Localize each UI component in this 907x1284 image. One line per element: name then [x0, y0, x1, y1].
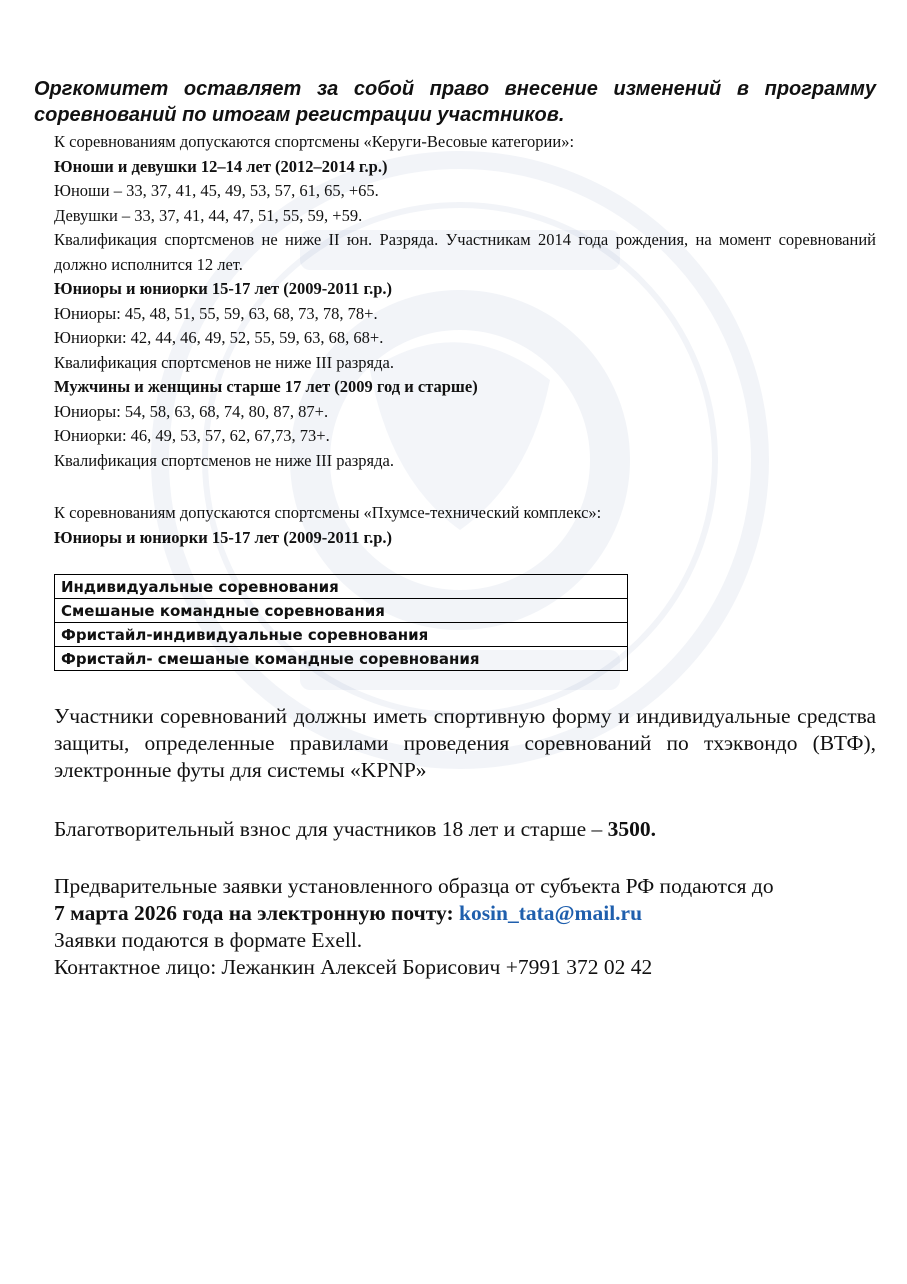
kyorugi-section	[54, 130, 876, 473]
table-row	[55, 647, 628, 671]
event-cell: Фристайл- смешаные командные соревнования	[55, 647, 628, 671]
qualification-text: Квалификация спортсменов не ниже III разряда.	[54, 352, 394, 372]
event-cell: Фристайл-индивидуальные соревнования	[55, 623, 628, 647]
kyorugi-intro: К соревнованиям допускаются спортсмены «Керуги-Весовые категории»:	[54, 132, 575, 151]
weight-categories-line: Юниорки: 42, 44, 46, 49, 52, 55, 59, 63, 68, 68+.	[54, 328, 384, 347]
qualification-text: Квалификация спортсменов не ниже II юн. Разряда. Участникам 2014 года рождения, на момент соревнований должно исполнится 12 лет.	[54, 230, 876, 274]
equipment-requirements: Участники соревнований должны иметь спортивную форму и индивидуальные средства защиты, определенные правилами проведения соревнований по тхэквондо (ВТФ), электронные футы для системы «KPNP»	[54, 704, 876, 782]
weight-categories-line: Юниорки: 46, 49, 53, 57, 62, 67,73, 73+.	[54, 426, 330, 445]
fee-amount: 3500.	[607, 817, 657, 841]
poomsae-section	[54, 501, 876, 550]
deadline-text: 7 марта 2026 года на электронную почту:	[54, 901, 454, 925]
group-title: Мужчины и женщины старше 17 лет (2009 год и старше)	[54, 377, 478, 396]
table-row	[55, 599, 628, 623]
weight-categories-line: Юниоры: 45, 48, 51, 55, 59, 63, 68, 73, 78, 78+.	[54, 303, 378, 323]
contact-person: Контактное лицо: Лежанкин Алексей Борисович +7991 372 02 42	[54, 955, 653, 979]
group-title: Юноши и девушки 12–14 лет (2012–2014 г.р.)	[54, 156, 388, 176]
event-cell: Индивидуальные соревнования	[55, 575, 628, 599]
event-cell: Смешаные командные соревнования	[55, 599, 628, 623]
format-text: Заявки подаются в формате Exell.	[54, 928, 363, 952]
group-title: Юниоры и юниорки 15-17 лет (2009-2011 г.р.)	[54, 279, 393, 298]
email-link[interactable]: kosin_tata@mail.ru	[458, 901, 643, 925]
fee-text: Благотворительный взнос для участников 18 лет и старше –	[54, 817, 603, 841]
organizing-committee-notice: Оргкомитет оставляет за собой право внесение изменений в программу соревнований по итогам регистрации участников.	[34, 78, 876, 126]
weight-categories-line: Юниоры: 54, 58, 63, 68, 74, 80, 87, 87+.	[54, 401, 329, 421]
table-row	[55, 623, 628, 647]
table-row	[55, 575, 628, 599]
weight-categories-line: Юноши – 33, 37, 41, 45, 49, 53, 57, 61, 65, +65.	[54, 181, 379, 200]
weight-categories-line: Девушки – 33, 37, 41, 44, 47, 51, 55, 59, +59.	[54, 205, 363, 225]
fee-paragraph	[54, 816, 876, 843]
poomsae-intro: К соревнованиям допускаются спортсмены «Пхумсе-технический комплекс»:	[54, 503, 602, 522]
poomsae-group-title: Юниоры и юниорки 15-17 лет (2009-2011 г.р.)	[54, 527, 393, 547]
qualification-text: Квалификация спортсменов не ниже III разряда.	[54, 450, 394, 470]
poomsae-events-table	[54, 574, 628, 671]
applications-text: Предварительные заявки установленного образца от субъекта РФ подаются до	[54, 874, 774, 898]
applications-section	[54, 873, 876, 981]
